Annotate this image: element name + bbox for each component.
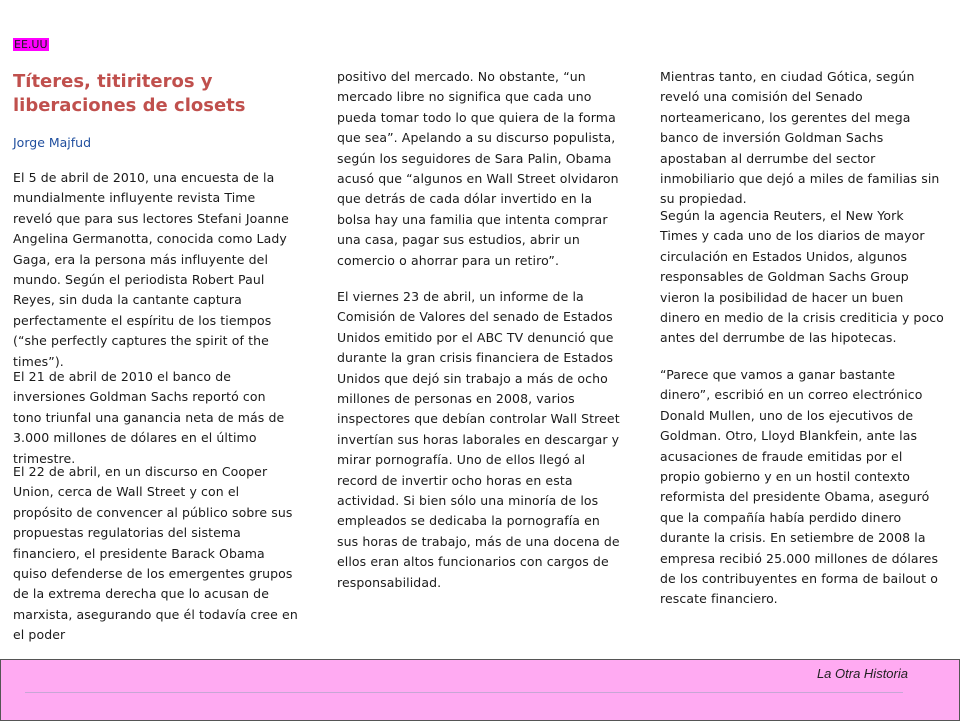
paragraph: Mientras tanto, en ciudad Gótica, según reveló una comisión del Senado norteamericano, los gerentes del mega banco de inversión Goldman Sachs apostaban al derrumbe del sector inmobiliario que dejó a miles de familias sin su propiedad.	[660, 69, 940, 207]
article-title: Títeres, titiriteros y liberaciones de closets	[13, 71, 246, 116]
paragraph: El 5 de abril de 2010, una encuesta de la mundialmente influyente revista Time reveló que para sus lectores Stefani Joanne Angelina Germanotta, conocida como Lady Gaga, era la persona más influyente del mundo. Según el periodista Robert Paul Reyes, sin duda la cantante captura perfectamente el espíritu de los tiempos (“she perfectly captures the spirit of the times”).	[13, 170, 289, 369]
paragraph: El 21 de abril de 2010 el banco de inversiones Goldman Sachs reportó con tono triunfal una ganancia neta de más de 3.000 millones de dólares en el último trimestre.	[13, 369, 285, 466]
paragraph: Según la agencia Reuters, el New York Times y cada uno de los diarios de mayor circulación en Estados Unidos, algunos responsables de Goldman Sachs Group vieron la posibilidad de hacer un buen dinero en medio de la crisis crediticia y poco antes del derrumbe de las hipotecas.	[660, 208, 944, 346]
paragraph: positivo del mercado. No obstante, “un mercado libre no significa que cada uno pueda tomar todo lo que quiera de la forma que sea”. Apelando a su discurso populista, según los seguidores de Sara Palin, Obama acusó que “algunos en Wall Street olvidaron que detrás de cada dólar invertido en la bolsa hay una familia que intenta comprar una casa, pagar sus estudios, abrir un comercio o ahorrar para un retiro”.	[337, 69, 619, 268]
paragraph: El viernes 23 de abril, un informe de la Comisión de Valores del senado de Estados Unidos emitido por el ABC TV denunció que durante la gran crisis financiera de Estados Unidos que dejó sin trabajo a más de ocho millones de personas en 2008, varios inspectores que debían controlar Wall Street invertían sus horas laborales en descargar y mirar pornografía. Uno de ellos llegó al record de invertir ocho horas en esta actividad. Si bien sólo una minoría de los empleados se dedicaba la pornografía en sus horas de trabajo, más de una docena de ellos eran altos funcionarios con cargos de responsabilidad.	[337, 289, 620, 590]
section-tag: EE.UU	[14, 38, 48, 51]
footer-divider	[25, 692, 903, 693]
paragraph: El 22 de abril, en un discurso en Cooper Union, cerca de Wall Street y con el propósito de convencer al público sobre sus propuestas regulatorias del sistema financiero, el presidente Barack Obama quiso defenderse de los emergentes grupos de la extrema derecha que lo acusan de marxista, asegurando que él todavía cree en el poder	[13, 464, 298, 643]
article-author: Jorge Majfud	[13, 135, 92, 150]
footer-label: La Otra Historia	[816, 666, 908, 681]
paragraph: “Parece que vamos a ganar bastante dinero”, escribió en un correo electrónico Donald Mullen, uno de los ejecutivos de Goldman. Otro, Lloyd Blankfein, ante las acusaciones de fraude emitidas por el propio gobierno y en un hostil contexto reformista del presidente Obama, aseguró que la compañía había perdido dinero durante la crisis. En setiembre de 2008 la empresa recibió 25.000 millones de dólares de los contribuyentes en forma de bailout o rescate financiero.	[660, 367, 939, 607]
